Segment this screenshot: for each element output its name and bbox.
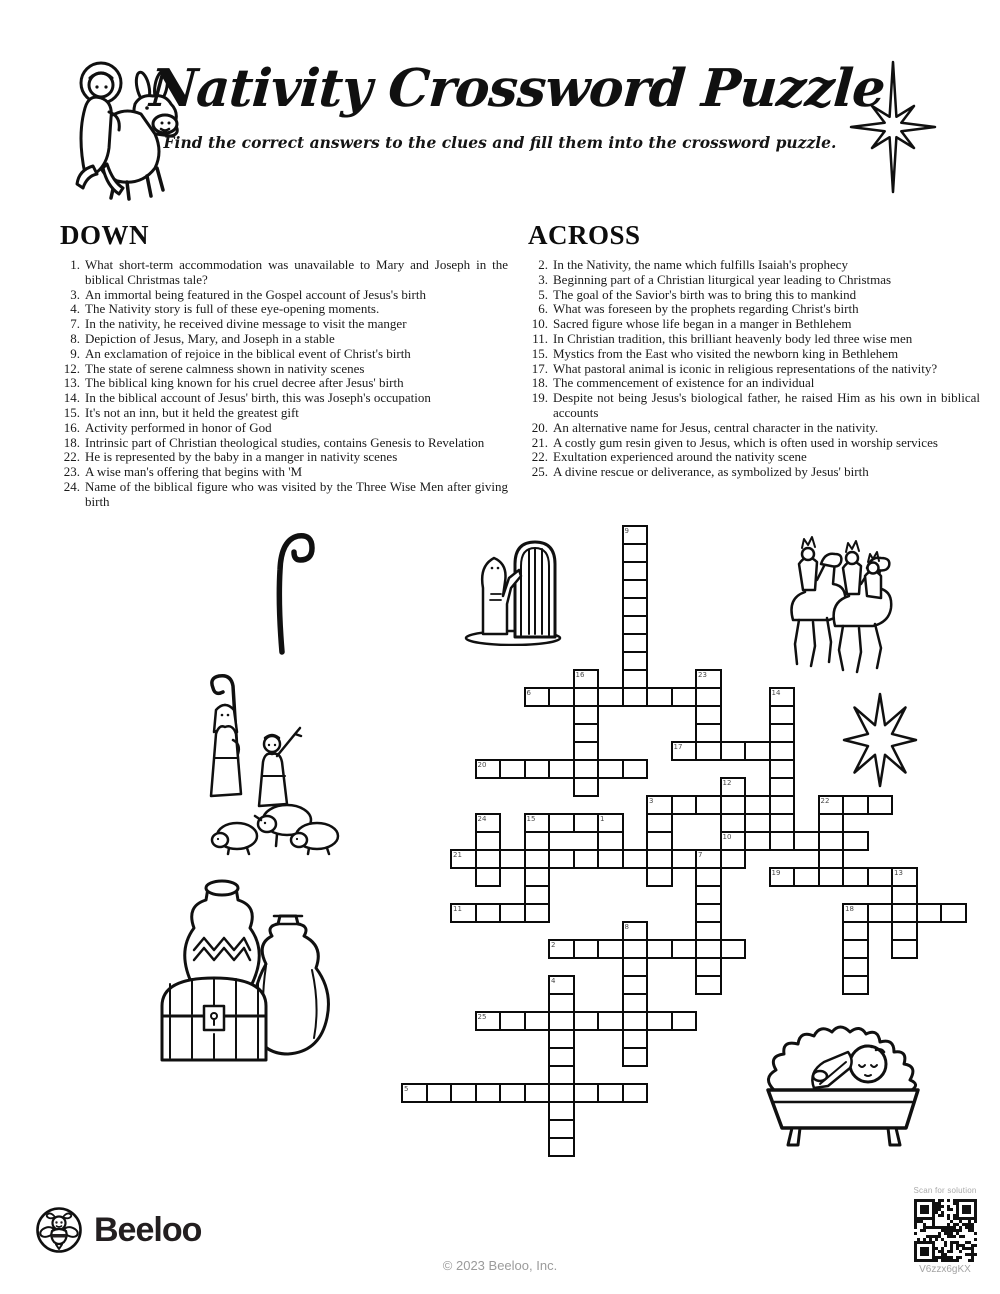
clue-text: The Nativity story is full of these eye-opening moments. <box>85 301 380 317</box>
clue-item <box>60 391 508 406</box>
crossword-cell[interactable] <box>622 849 649 869</box>
crossword-cell[interactable] <box>548 1137 575 1157</box>
clue-number: 10. <box>531 316 548 332</box>
shepherd-crook-icon <box>258 524 318 656</box>
crossword-cell[interactable] <box>646 831 673 851</box>
clue-number: 2. <box>538 257 548 272</box>
crossword-cell[interactable] <box>524 1083 551 1103</box>
clue-number: 22. <box>63 449 80 465</box>
crossword-cell[interactable] <box>548 993 575 1013</box>
crossword-cell[interactable] <box>548 813 575 833</box>
cell-number: 18 <box>845 905 854 913</box>
crossword-cell[interactable] <box>548 1065 575 1085</box>
clue-item <box>60 406 508 421</box>
crossword-cell[interactable] <box>646 813 673 833</box>
crossword-cell[interactable] <box>622 1011 649 1031</box>
crossword-cell[interactable] <box>450 849 477 869</box>
crossword-cell[interactable] <box>842 795 869 815</box>
crossword-cell[interactable] <box>597 687 624 707</box>
clue-number: 22. <box>531 449 548 465</box>
clue-text: What pastoral animal is iconic in religious representations of the nativity? <box>553 360 938 376</box>
clue-text: Beginning part of a Christian liturgical year leading to Christmas <box>553 271 892 287</box>
crossword-cell[interactable] <box>695 975 722 995</box>
clue-item <box>60 421 508 436</box>
crossword-cell[interactable] <box>769 705 796 725</box>
down-clue-list <box>60 258 508 510</box>
crossword-cell[interactable] <box>769 741 796 761</box>
crossword-cell[interactable] <box>450 903 477 923</box>
cell-number: 13 <box>894 869 903 877</box>
clue-text: An alternative name for Jesus, central character in the nativity. <box>553 419 879 435</box>
clue-number: 23. <box>63 464 80 480</box>
clue-number: 4. <box>70 301 80 317</box>
crossword-cell[interactable] <box>597 813 624 833</box>
clue-text: It's not an inn, but it held the greatest gift <box>85 404 299 420</box>
crossword-cell[interactable] <box>597 759 624 779</box>
crossword-cell[interactable] <box>940 903 967 923</box>
crossword-cell[interactable] <box>842 975 869 995</box>
clue-item <box>60 376 508 391</box>
three-wise-men-camels-icon <box>763 524 911 676</box>
crossword-cell[interactable] <box>793 831 820 851</box>
crossword-cell[interactable] <box>769 687 796 707</box>
clue-text: Activity performed in honor of God <box>85 419 272 435</box>
crossword-cell[interactable] <box>524 903 551 923</box>
crossword-cell[interactable] <box>891 867 918 887</box>
crossword-cell[interactable] <box>499 1011 526 1031</box>
cell-number: 11 <box>453 905 462 913</box>
clue-number: 15. <box>531 345 548 361</box>
baby-jesus-manger-icon <box>748 1002 938 1147</box>
cell-number: 23 <box>698 671 707 679</box>
clue-number: 8. <box>70 330 80 346</box>
crossword-cell[interactable] <box>671 939 698 959</box>
clue-number: 5. <box>538 286 548 302</box>
crossword-cell[interactable] <box>401 1083 428 1103</box>
crossword-cell[interactable] <box>622 669 649 689</box>
crossword-cell[interactable] <box>524 831 551 851</box>
qr-code-text: V6zzx6gKX <box>919 1264 971 1275</box>
cell-number: 17 <box>673 743 683 751</box>
crossword-cell[interactable] <box>548 1083 575 1103</box>
crossword-cell[interactable] <box>524 687 551 707</box>
clue-text: The biblical king known for his cruel decree after Jesus' birth <box>85 375 404 391</box>
crossword-cell[interactable] <box>867 795 894 815</box>
crossword-cell[interactable] <box>720 849 747 869</box>
crossword-cell[interactable] <box>646 1011 673 1031</box>
cell-number: 20 <box>477 761 487 769</box>
clue-text: An immortal being featured in the Gospel account of Jesus's birth <box>85 286 426 302</box>
crossword-cell[interactable] <box>548 1119 575 1139</box>
clue-item <box>60 450 508 465</box>
clue-item <box>528 436 980 451</box>
clue-number: 16. <box>63 419 80 435</box>
cell-number: 16 <box>575 671 585 679</box>
crossword-cell[interactable] <box>769 867 796 887</box>
gifts-chest-vase-sack-icon <box>148 866 348 1068</box>
clue-text: Intrinsic part of Christian theological studies, contains Genesis to Revelation <box>85 434 485 450</box>
clue-item <box>528 273 980 288</box>
crossword-cell[interactable] <box>622 525 649 545</box>
crossword-cell[interactable] <box>548 759 575 779</box>
clue-item <box>528 288 980 303</box>
cell-number: 7 <box>698 851 703 859</box>
crossword-cell[interactable] <box>548 849 575 869</box>
cell-number: 9 <box>624 527 629 535</box>
crossword-cell[interactable] <box>891 885 918 905</box>
crossword-cell[interactable] <box>524 885 551 905</box>
crossword-cell[interactable] <box>842 957 869 977</box>
crossword-cell[interactable] <box>622 759 649 779</box>
clue-text: Exultation experienced around the nativity scene <box>553 449 807 465</box>
crossword-cell[interactable] <box>769 831 796 851</box>
crossword-cell[interactable] <box>769 759 796 779</box>
clue-item <box>528 347 980 362</box>
clue-number: 19. <box>531 390 548 406</box>
crossword-cell[interactable] <box>524 759 551 779</box>
clue-number: 20. <box>531 419 548 435</box>
crossword-cell[interactable] <box>475 867 502 887</box>
crossword-cell[interactable] <box>867 867 894 887</box>
crossword-cell[interactable] <box>622 1029 649 1049</box>
clue-number: 21. <box>531 434 548 450</box>
crossword-cell[interactable] <box>622 633 649 653</box>
crossword-cell[interactable] <box>548 1011 575 1031</box>
crossword-cell[interactable] <box>695 669 722 689</box>
crossword-cell[interactable] <box>622 939 649 959</box>
crossword-cell[interactable] <box>769 813 796 833</box>
crossword-cell[interactable] <box>646 795 673 815</box>
clue-text: A divine rescue or deliverance, as symbolized by Jesus' birth <box>553 464 869 480</box>
clue-item <box>528 465 980 480</box>
page-title: Nativity Crossword Puzzle <box>147 58 887 119</box>
clue-item <box>60 436 508 451</box>
crossword-cell[interactable] <box>744 795 771 815</box>
clue-item <box>528 421 980 436</box>
clue-text: In the nativity, he received divine message to visit the manger <box>85 316 407 332</box>
clue-text: The goal of the Savior's birth was to bring this to mankind <box>553 286 857 302</box>
crossword-cell[interactable] <box>720 813 747 833</box>
clue-number: 18. <box>63 434 80 450</box>
crossword-cell[interactable] <box>793 867 820 887</box>
crossword-cell[interactable] <box>671 795 698 815</box>
clue-text: The commencement of existence for an individual <box>553 375 815 391</box>
crossword-cell[interactable] <box>573 759 600 779</box>
crossword-cell[interactable] <box>450 1083 477 1103</box>
crossword-cell[interactable] <box>842 903 869 923</box>
crossword-cell[interactable] <box>548 939 575 959</box>
crossword-cell[interactable] <box>573 813 600 833</box>
bee-icon <box>35 1206 83 1254</box>
crossword-cell[interactable] <box>671 741 698 761</box>
clue-item <box>528 332 980 347</box>
crossword-cell[interactable] <box>475 1083 502 1103</box>
copyright-text: © 2023 Beeloo, Inc. <box>442 1258 558 1273</box>
crossword-cell[interactable] <box>720 795 747 815</box>
crossword-cell[interactable] <box>842 831 869 851</box>
crossword-cell[interactable] <box>622 543 649 563</box>
crossword-cell[interactable] <box>695 795 722 815</box>
cell-number: 14 <box>771 689 781 697</box>
across-clues-section <box>528 220 980 480</box>
crossword-cell[interactable] <box>475 831 502 851</box>
clue-text: What was foreseen by the prophets regarding Christ's birth <box>553 301 859 317</box>
clue-text: An exclamation of rejoice in the biblical event of Christ's birth <box>85 345 411 361</box>
across-heading: ACROSS <box>528 220 641 250</box>
crossword-cell[interactable] <box>720 777 747 797</box>
clue-item <box>528 376 980 391</box>
crossword-cell[interactable] <box>622 579 649 599</box>
crossword-cell[interactable] <box>573 741 600 761</box>
qr-code[interactable] <box>914 1199 977 1262</box>
crossword-cell[interactable] <box>695 885 722 905</box>
cell-number: 24 <box>477 815 487 823</box>
brand-logo <box>35 1206 201 1254</box>
cell-number: 3 <box>649 797 654 805</box>
clue-item <box>60 288 508 303</box>
page-subtitle: Find the correct answers to the clues and fill them into the crossword puzzle. <box>163 133 837 152</box>
crossword-cell[interactable] <box>597 849 624 869</box>
clue-text: Name of the biblical figure who was visited by the Three Wise Men after giving birth <box>85 478 508 509</box>
crossword-cell[interactable] <box>573 777 600 797</box>
clue-text: Despite not being Jesus's biological father, he raised Him as his own in biblical accounts <box>553 390 980 420</box>
crossword-cell[interactable] <box>646 867 673 887</box>
crossword-cell[interactable] <box>671 687 698 707</box>
crossword-cell[interactable] <box>548 1047 575 1067</box>
crossword-cell[interactable] <box>573 723 600 743</box>
crossword-cell[interactable] <box>597 939 624 959</box>
clue-text: A wise man's offering that begins with 'M <box>85 464 303 480</box>
crossword-cell[interactable] <box>622 597 649 617</box>
crossword-cell[interactable] <box>695 687 722 707</box>
cell-number: 4 <box>551 977 556 985</box>
crossword-cell[interactable] <box>891 921 918 941</box>
clue-number: 14. <box>63 390 80 406</box>
crossword-cell[interactable] <box>671 1011 698 1031</box>
crossword-cell[interactable] <box>818 831 845 851</box>
crossword-cell[interactable] <box>426 1083 453 1103</box>
clue-number: 13. <box>63 375 80 391</box>
cell-number: 8 <box>624 923 629 931</box>
crossword-cell[interactable] <box>597 1083 624 1103</box>
brand-name: Beeloo <box>94 1210 202 1249</box>
crossword-cell[interactable] <box>769 795 796 815</box>
star-of-bethlehem-icon <box>848 60 938 195</box>
crossword-cell[interactable] <box>646 849 673 869</box>
cell-number: 21 <box>453 851 462 859</box>
cell-number: 25 <box>477 1013 487 1021</box>
clue-item <box>60 332 508 347</box>
crossword-cell[interactable] <box>499 903 526 923</box>
cell-number: 5 <box>404 1085 409 1093</box>
crossword-cell[interactable] <box>475 903 502 923</box>
cell-number: 15 <box>526 815 536 823</box>
crossword-cell[interactable] <box>475 849 502 869</box>
clue-item <box>528 391 980 421</box>
crossword-cell[interactable] <box>573 705 600 725</box>
crossword-cell[interactable] <box>744 741 771 761</box>
crossword-cell[interactable] <box>524 813 551 833</box>
clue-number: 11. <box>532 330 548 346</box>
crossword-cell[interactable] <box>622 561 649 581</box>
crossword-cell[interactable] <box>524 849 551 869</box>
clue-number: 9. <box>70 345 80 361</box>
crossword-cell[interactable] <box>499 759 526 779</box>
crossword-cell[interactable] <box>646 939 673 959</box>
clue-text: The state of serene calmness shown in nativity scenes <box>85 360 365 376</box>
eight-point-star-icon <box>840 692 920 788</box>
crossword-cell[interactable] <box>499 1083 526 1103</box>
crossword-cell[interactable] <box>818 867 845 887</box>
crossword-cell[interactable] <box>695 723 722 743</box>
crossword-cell[interactable] <box>548 1029 575 1049</box>
clue-text: Sacred figure whose life began in a manger in Bethlehem <box>553 316 852 332</box>
clue-item <box>528 302 980 317</box>
qr-section <box>905 1186 985 1275</box>
clue-text: In the Nativity, the name which fulfills Isaiah's prophecy <box>553 257 849 272</box>
clue-number: 24. <box>63 478 80 494</box>
crossword-cell[interactable] <box>573 669 600 689</box>
across-clue-list <box>528 258 980 480</box>
clue-number: 12. <box>63 360 80 376</box>
crossword-cell[interactable] <box>573 1083 600 1103</box>
crossword-cell[interactable] <box>622 993 649 1013</box>
crossword-cell[interactable] <box>695 849 722 869</box>
crossword-cell[interactable] <box>916 903 943 923</box>
crossword-cell[interactable] <box>818 813 845 833</box>
clue-item <box>528 317 980 332</box>
crossword-cell[interactable] <box>720 939 747 959</box>
crossword-cell[interactable] <box>622 651 649 671</box>
clue-number: 6. <box>538 301 548 317</box>
clue-text: In the biblical account of Jesus' birth, this was Joseph's occupation <box>85 390 431 406</box>
crossword-cell[interactable] <box>548 975 575 995</box>
cell-number: 22 <box>820 797 830 805</box>
cell-number: 12 <box>722 779 732 787</box>
crossword-cell[interactable] <box>622 975 649 995</box>
clue-item <box>528 362 980 377</box>
cell-number: 10 <box>722 833 732 841</box>
crossword-cell[interactable] <box>695 957 722 977</box>
header <box>147 58 887 152</box>
clue-number: 3. <box>70 286 80 302</box>
clue-item <box>60 302 508 317</box>
cell-number: 19 <box>771 869 781 877</box>
crossword-cell[interactable] <box>622 921 649 941</box>
clue-text: In Christian tradition, this brilliant heavenly body led three wise men <box>553 330 913 346</box>
clue-number: 1. <box>70 257 80 272</box>
crossword-cell[interactable] <box>744 831 771 851</box>
crossword-cell[interactable] <box>573 687 600 707</box>
crossword-cell[interactable] <box>842 867 869 887</box>
qr-label: Scan for solution <box>913 1186 977 1195</box>
crossword-cell[interactable] <box>891 939 918 959</box>
clue-number: 3. <box>538 271 548 287</box>
crossword-cell[interactable] <box>524 867 551 887</box>
clue-text: Depiction of Jesus, Mary, and Joseph in a stable <box>85 330 335 346</box>
clue-item <box>60 362 508 377</box>
clue-item <box>60 317 508 332</box>
clue-number: 25. <box>531 464 548 480</box>
crossword-cell[interactable] <box>573 849 600 869</box>
crossword-cell[interactable] <box>622 1083 649 1103</box>
crossword-cell[interactable] <box>842 939 869 959</box>
crossword-cell[interactable] <box>695 903 722 923</box>
crossword-cell[interactable] <box>695 939 722 959</box>
crossword-cell[interactable] <box>671 849 698 869</box>
crossword-cell[interactable] <box>769 723 796 743</box>
clue-item <box>528 258 980 273</box>
crossword-cell[interactable] <box>597 1011 624 1031</box>
crossword-cell[interactable] <box>622 687 649 707</box>
crossword-cell[interactable] <box>720 741 747 761</box>
crossword-cell[interactable] <box>695 921 722 941</box>
cell-number: 1 <box>600 815 605 823</box>
crossword-cell[interactable] <box>548 1101 575 1121</box>
clue-number: 17. <box>531 360 548 376</box>
crossword-cell[interactable] <box>499 849 526 869</box>
clue-text: What short-term accommodation was unavailable to Mary and Joseph in the biblical Christmas tale? <box>85 257 508 287</box>
crossword-cell[interactable] <box>891 903 918 923</box>
clue-item <box>60 347 508 362</box>
clue-text: A costly gum resin given to Jesus, which is often used in worship services <box>553 434 938 450</box>
crossword-cell[interactable] <box>597 831 624 851</box>
crossword-cell[interactable] <box>622 957 649 977</box>
clue-item <box>60 465 508 480</box>
crossword-cell[interactable] <box>695 741 722 761</box>
cell-number: 6 <box>526 689 531 697</box>
crossword-cell[interactable] <box>769 777 796 797</box>
crossword-cell[interactable] <box>524 1011 551 1031</box>
crossword-cell[interactable] <box>548 687 575 707</box>
crossword-cell[interactable] <box>695 867 722 887</box>
clue-number: 7. <box>70 316 80 332</box>
mary-at-door-icon <box>463 534 565 646</box>
crossword-cell[interactable] <box>646 687 673 707</box>
crossword-cell[interactable] <box>818 795 845 815</box>
crossword-cell[interactable] <box>475 759 502 779</box>
down-heading: DOWN <box>60 220 149 250</box>
clue-item <box>528 450 980 465</box>
shepherds-with-sheep-icon <box>175 664 355 856</box>
crossword-cell[interactable] <box>475 813 502 833</box>
crossword-cell[interactable] <box>818 849 845 869</box>
clue-number: 15. <box>63 404 80 420</box>
clue-item <box>60 480 508 510</box>
crossword-cell[interactable] <box>475 1011 502 1031</box>
clue-text: He is represented by the baby in a manger in nativity scenes <box>85 449 398 465</box>
crossword-cell[interactable] <box>720 831 747 851</box>
crossword-cell[interactable] <box>842 921 869 941</box>
crossword-cell[interactable] <box>622 615 649 635</box>
crossword-cell[interactable] <box>867 903 894 923</box>
clue-item <box>60 258 508 288</box>
crossword-cell[interactable] <box>573 1011 600 1031</box>
crossword-cell[interactable] <box>622 1047 649 1067</box>
down-clues-section <box>60 220 508 510</box>
clue-number: 18. <box>531 375 548 391</box>
crossword-cell[interactable] <box>695 705 722 725</box>
crossword-cell[interactable] <box>573 939 600 959</box>
clue-text: Mystics from the East who visited the newborn king in Bethlehem <box>553 345 899 361</box>
cell-number: 2 <box>551 941 556 949</box>
